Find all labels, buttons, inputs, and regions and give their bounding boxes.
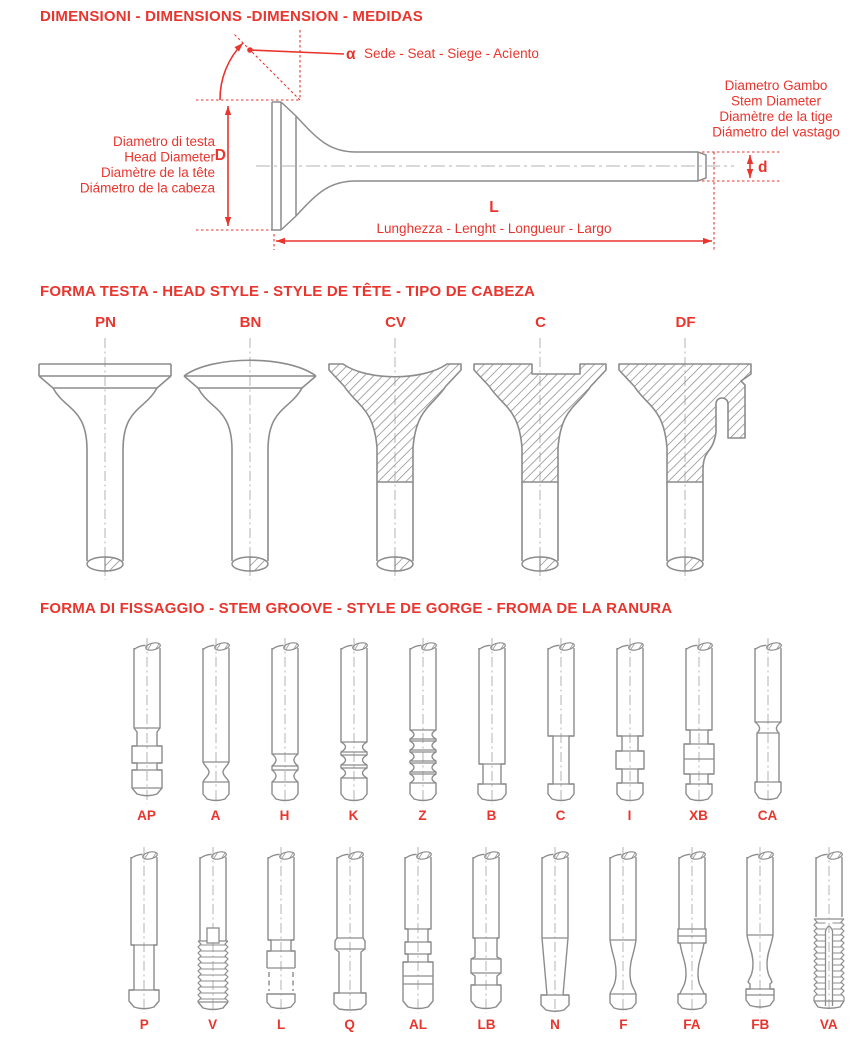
stem-drawing-n — [521, 845, 589, 1015]
stem-groove-code: F — [619, 1017, 628, 1032]
stem-diameter-symbol: d — [758, 159, 768, 176]
stem-groove-item-p — [110, 845, 178, 1032]
seat-leader-dot — [247, 47, 253, 53]
stem-drawing-p — [110, 845, 178, 1015]
stem-groove-code: I — [627, 808, 632, 823]
dimension-dotted-lines — [196, 30, 780, 250]
stem-drawing-b — [458, 636, 526, 806]
stem-groove-item-al — [384, 845, 452, 1032]
stem-drawing-k — [320, 636, 388, 806]
stem-groove-item-ca — [733, 636, 802, 823]
stem-drawing-h — [251, 636, 319, 806]
stem-groove-code: V — [208, 1017, 218, 1032]
stem-groove-item-xb — [664, 636, 733, 823]
seat-angle-arc — [220, 43, 243, 100]
stem-drawing-f — [589, 845, 657, 1015]
stem-groove-code: L — [277, 1017, 286, 1032]
stem-groove-code: FB — [751, 1017, 770, 1032]
head-style-code: DF — [675, 314, 696, 331]
stem-drawing-va — [795, 845, 860, 1015]
valve-head-drawing-bn — [178, 334, 323, 584]
stem-diameter-line3: Diamètre de la tige — [719, 109, 833, 124]
head-style-code: PN — [95, 314, 116, 331]
stem-drawing-q — [316, 845, 384, 1015]
stem-drawing-a — [182, 636, 250, 806]
stem-groove-row-1 — [112, 636, 802, 823]
stem-groove-item-b — [457, 636, 526, 823]
stem-groove-item-va — [795, 845, 860, 1032]
seat-leader-line — [250, 50, 344, 54]
stem-groove-code: K — [348, 808, 359, 823]
stem-groove-code: Z — [418, 808, 427, 823]
head-style-item-bn — [178, 314, 323, 584]
head-style-code: BN — [239, 314, 262, 331]
stem-groove-item-k — [319, 636, 388, 823]
valve-head-drawing-cv — [323, 334, 468, 584]
stem-groove-item-ap — [112, 636, 181, 823]
stem-groove-code: LB — [477, 1017, 496, 1032]
valve-head-drawing-df — [613, 334, 758, 584]
stem-groove-item-a — [181, 636, 250, 823]
stem-drawing-v — [179, 845, 247, 1015]
stem-groove-code: AP — [137, 808, 156, 823]
stem-groove-item-i — [595, 636, 664, 823]
stem-groove-code: AL — [409, 1017, 428, 1032]
head-style-code: CV — [385, 314, 406, 331]
length-label: Lunghezza - Lenght - Longueur - Largo — [376, 221, 612, 236]
seat-label: Sede - Seat - Siege - Acìento — [364, 46, 539, 61]
head-diameter-line4: Diámetro de la cabeza — [79, 180, 215, 196]
head-diameter-line3: Diamètre de la tête — [100, 165, 215, 180]
stem-groove-item-n — [521, 845, 589, 1032]
stem-groove-code: VA — [819, 1017, 838, 1032]
stem-drawing-ap — [113, 636, 181, 806]
stem-groove-code: P — [139, 1017, 149, 1032]
stem-groove-code: N — [550, 1017, 560, 1032]
length-symbol: L — [489, 199, 499, 216]
stem-drawing-xb — [665, 636, 733, 806]
stem-groove-item-h — [250, 636, 319, 823]
stem-diameter-line4: Diámetro del vastago — [712, 124, 840, 140]
stem-groove-item-z — [388, 636, 457, 823]
head-style-item-cv — [323, 314, 468, 584]
stem-groove-section-title: FORMA DI FISSAGGIO - STEM GROOVE - STYLE DE GORGE - FROMA DE LA RANURA — [40, 600, 673, 617]
head-diameter-line2: Head Diameter — [124, 149, 215, 165]
stem-groove-item-f — [589, 845, 657, 1032]
stem-groove-code: H — [279, 808, 290, 823]
head-style-item-pn — [33, 314, 178, 584]
dimensions-section-title: DIMENSIONI - DIMENSIONS -DIMENSION - MEDIDAS — [40, 8, 423, 25]
stem-drawing-c — [527, 636, 595, 806]
valve-head-drawing-pn — [33, 334, 178, 584]
head-style-item-c — [468, 314, 613, 584]
stem-drawing-fa — [658, 845, 726, 1015]
stem-groove-row-2 — [110, 845, 860, 1032]
stem-drawing-fb — [726, 845, 794, 1015]
stem-diameter-line1: Diametro Gambo — [724, 78, 828, 93]
stem-groove-code: XB — [689, 808, 708, 823]
valve-head-drawing-c — [468, 334, 613, 584]
stem-groove-item-q — [315, 845, 383, 1032]
stem-groove-code: C — [555, 808, 566, 823]
stem-groove-item-fb — [726, 845, 794, 1032]
stem-groove-item-l — [247, 845, 315, 1032]
valve-dimension-drawing — [0, 0, 860, 270]
stem-diameter-line2: Stem Diameter — [730, 93, 822, 109]
stem-drawing-al — [384, 845, 452, 1015]
stem-groove-item-lb — [452, 845, 520, 1032]
stem-groove-code: FA — [683, 1017, 701, 1032]
stem-groove-code: B — [486, 808, 497, 823]
stem-drawing-ca — [734, 636, 802, 806]
stem-drawing-z — [389, 636, 457, 806]
stem-groove-code: CA — [757, 808, 778, 823]
alpha-symbol: α — [346, 46, 356, 63]
stem-groove-item-c — [526, 636, 595, 823]
head-diameter-symbol: D — [214, 147, 226, 164]
head-style-section-title: FORMA TESTA - HEAD STYLE - STYLE DE TÊTE - TIPO DE CABEZA — [40, 283, 536, 300]
head-style-code: C — [535, 314, 546, 331]
head-style-item-df — [613, 314, 758, 584]
stem-groove-item-v — [178, 845, 246, 1032]
stem-drawing-l — [247, 845, 315, 1015]
head-style-row — [33, 314, 773, 584]
head-diameter-line1: Diametro di testa — [112, 134, 215, 149]
stem-groove-item-fa — [658, 845, 726, 1032]
stem-drawing-i — [596, 636, 664, 806]
stem-drawing-lb — [452, 845, 520, 1015]
stem-groove-code: Q — [344, 1017, 355, 1032]
stem-groove-code: A — [210, 808, 221, 823]
